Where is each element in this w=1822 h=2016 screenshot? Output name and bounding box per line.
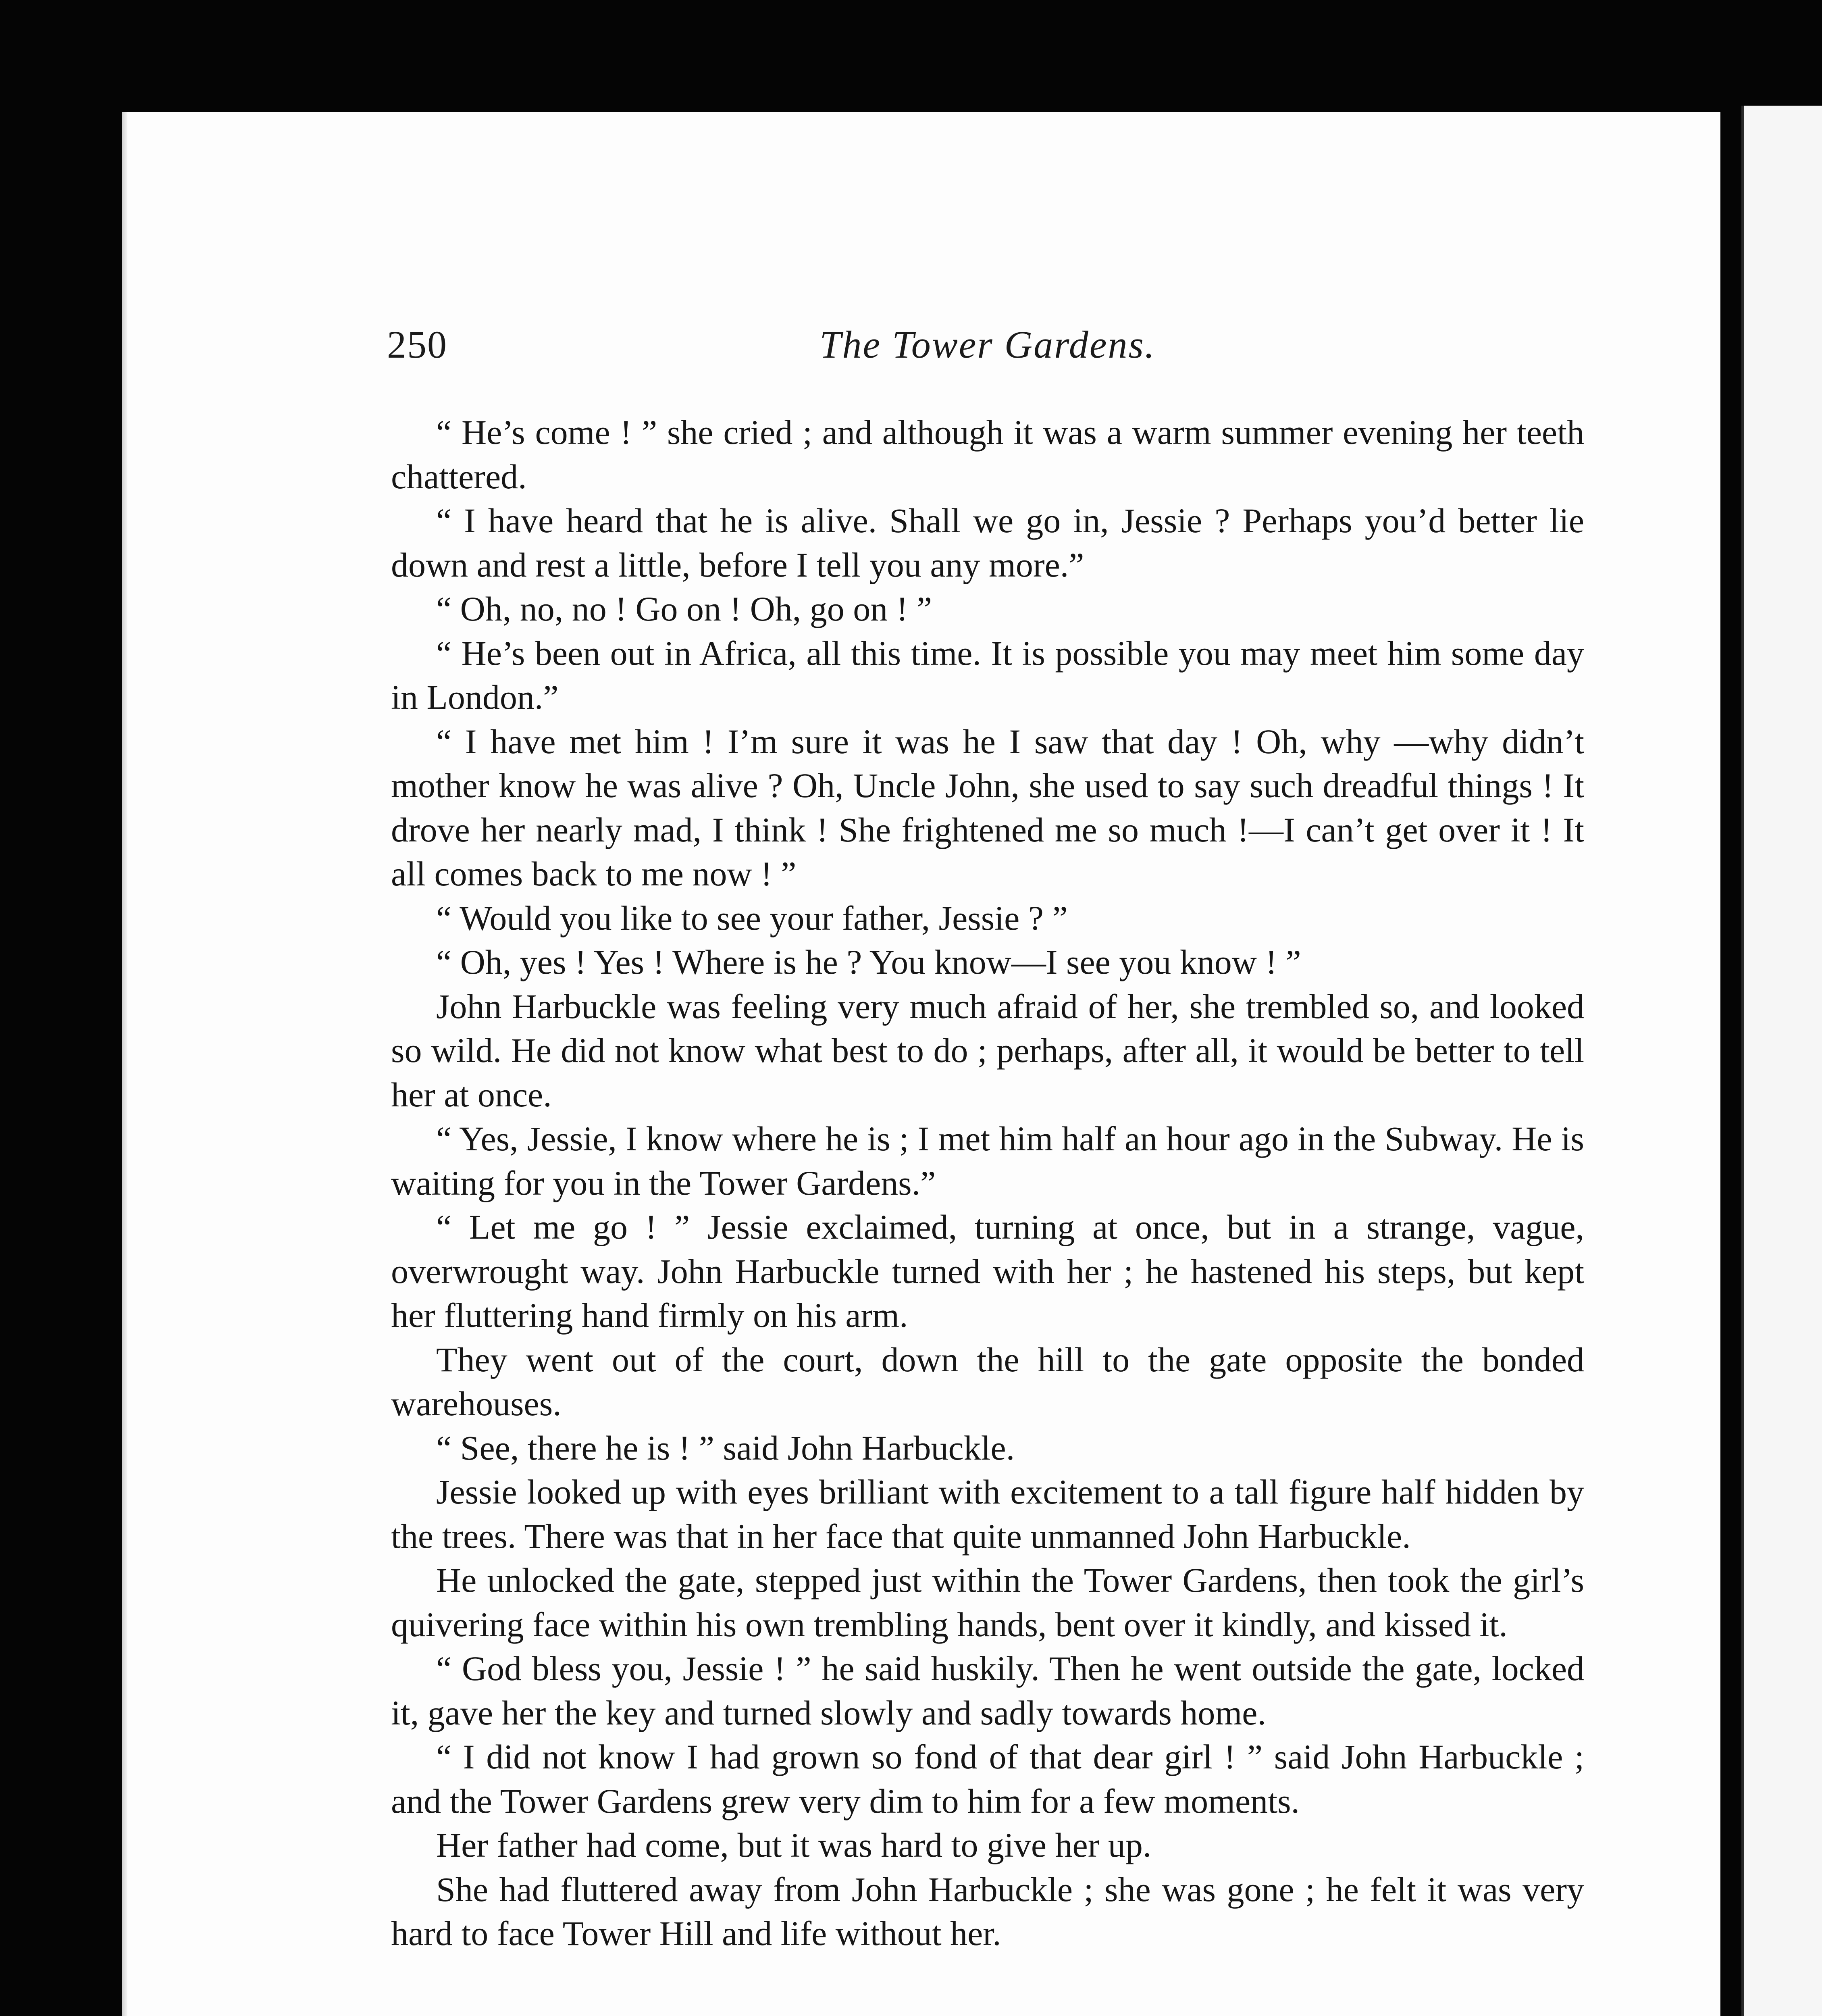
paragraph: “ See, there he is ! ” said John Harbuckle. <box>436 1428 1015 1467</box>
paragraph: “ He’s come ! ” she cried ; and although it was a warm summer evening her teeth chattered. <box>391 413 1584 496</box>
paragraph: “ Oh, yes ! Yes ! Where is he ? You know—I see you know ! ” <box>436 943 1301 981</box>
paragraph: John Harbuckle was feeling very much afraid of her, she trembled so, and looked so wild. He did not know what best to do ; perhaps, after all, it would be better to tell her at once. <box>391 987 1584 1114</box>
paragraph: They went out of the court, down the hill to the gate opposite the bonded warehouses. <box>391 1340 1584 1423</box>
paragraph: “ Yes, Jessie, I know where he is ; I met him half an hour ago in the Subway. He is waiting for you in the Tower Gardens.” <box>391 1119 1584 1202</box>
paragraph: Her father had come, but it was hard to give her up. <box>436 1826 1152 1864</box>
paragraph: “ Would you like to see your father, Jessie ? ” <box>436 898 1068 937</box>
paragraph: “ He’s been out in Africa, all this time. It is possible you may meet him some day in London.” <box>391 633 1584 716</box>
page-binding-edge <box>122 112 127 2016</box>
paragraph: “ I did not know I had grown so fond of that dear girl ! ” said John Harbuckle ; and the Tower Gardens grew very dim to him for a few moments. <box>391 1737 1584 1820</box>
paragraph: “ I have heard that he is alive. Shall we go in, Jessie ? Perhaps you’d better lie down and rest a little, before I tell you any more.” <box>391 501 1584 584</box>
paragraph: “ I have met him ! I’m sure it was he I saw that day ! Oh, why —why didn’t mother know he was alive ? Oh, Uncle John, she used to say such dreadful things ! It drove her nearly mad, I think ! She frightened me so much !—I can’t get over it ! It all comes back to me now ! ” <box>391 722 1584 893</box>
paragraph: She had fluttered away from John Harbuckle ; she was gone ; he felt it was very hard to face Tower Hill and life without her. <box>391 1870 1584 1953</box>
running-title: The Tower Gardens. <box>819 323 1156 366</box>
page-number: 250 <box>387 323 447 366</box>
facing-page-edge <box>1741 106 1822 2016</box>
page-header <box>387 321 1588 369</box>
paragraph: “ Let me go ! ” Jessie exclaimed, turning at once, but in a strange, vague, overwrought way. John Harbuckle turned with her ; he hastened his steps, but kept her fluttering hand firmly on his arm. <box>391 1208 1584 1335</box>
paragraph: “ God bless you, Jessie ! ” he said huskily. Then he went outside the gate, locked it, gave her the key and turned slowly and sadly towards home. <box>391 1649 1584 1732</box>
paragraph: Jessie looked up with eyes brilliant with excitement to a tall figure half hidden by the trees. There was that in her face that quite unmanned John Harbuckle. <box>391 1472 1584 1556</box>
paragraph: “ Oh, no, no ! Go on ! Oh, go on ! ” <box>436 589 932 628</box>
body-text <box>391 410 1584 1956</box>
paragraph: He unlocked the gate, stepped just within the Tower Gardens, then took the girl’s quivering face within his own trembling hands, bent over it kindly, and kissed it. <box>391 1561 1584 1644</box>
